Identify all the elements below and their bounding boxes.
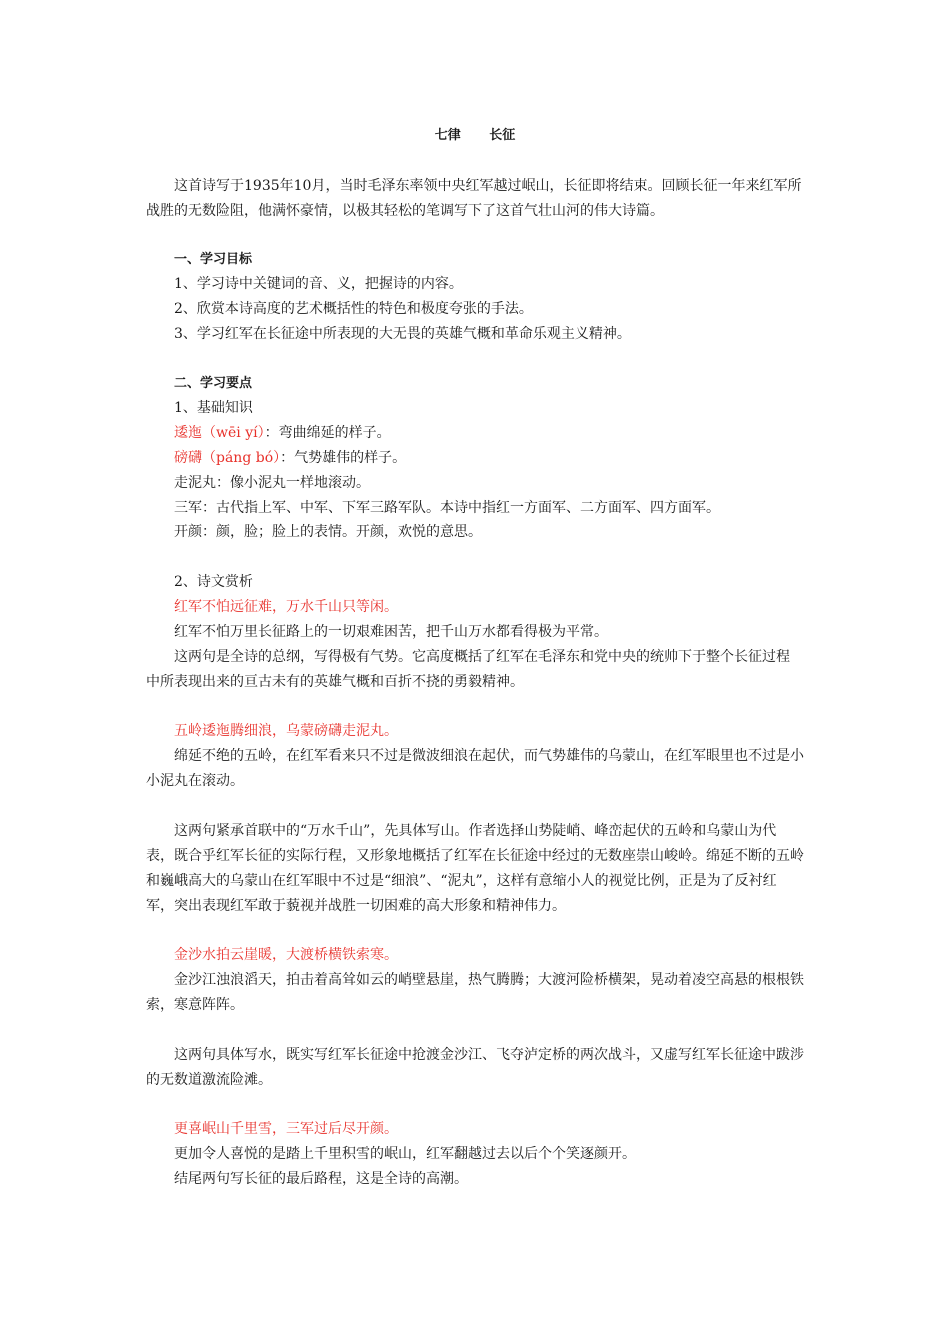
verse-analysis: 和巍峨高大的乌蒙山在红军眼中不过是“细浪”、“泥丸”，这样有意缩小人的视觉比例，正是为了反衬红 (146, 873, 777, 889)
intro-line: 这首诗写于1935年10月，当时毛泽东率领中央红军越过岷山，长征即将结束。回顾长征一年来红军所 (174, 178, 802, 194)
vocab-entry (0, 448, 950, 468)
verse-translation: 金沙江浊浪滔天，拍击着高耸如云的峭壁悬崖，热气腾腾；大渡河险桥横架，晃动着凌空高悬的根根铁 (174, 972, 804, 988)
verse-line: 五岭逶迤腾细浪，乌蒙磅礴走泥丸。 (174, 723, 398, 739)
vocab-term: 磅礴（páng bó） (174, 450, 281, 466)
note-entry: 开颜：颜，脸；脸上的表情。开颜，欢悦的意思。 (174, 524, 482, 540)
verse-analysis: 的无数道激流险滩。 (146, 1072, 272, 1088)
goal-item: 1、学习诗中关键词的音、义，把握诗的内容。 (174, 276, 463, 292)
verse-analysis: 中所表现出来的亘古未有的英雄气概和百折不挠的勇毅精神。 (146, 674, 524, 690)
verse-analysis: 结尾两句写长征的最后路程，这是全诗的高潮。 (174, 1171, 468, 1187)
vocab-term: 逶迤（wēi yí） (174, 425, 265, 441)
subsection-heading: 2、诗文赏析 (174, 574, 253, 590)
vocab-entry (0, 423, 950, 443)
goal-item: 3、学习红军在长征途中所表现的大无畏的英雄气概和革命乐观主义精神。 (174, 326, 631, 342)
page-title (0, 126, 950, 146)
verse-line: 红军不怕远征难，万水千山只等闲。 (174, 599, 398, 615)
vocab-definition: ：弯曲绵延的样子。 (264, 425, 391, 441)
section-heading: 二、学习要点 (174, 376, 253, 391)
vocab-definition: ：气势雄伟的样子。 (280, 450, 407, 466)
verse-translation: 更加令人喜悦的是踏上千里积雪的岷山，红军翻越过去以后个个笑逐颜开。 (174, 1146, 636, 1162)
verse-analysis: 军，突出表现红军敢于藐视并战胜一切困难的高大形象和精神伟力。 (146, 898, 566, 914)
verse-translation: 绵延不绝的五岭，在红军看来只不过是微波细浪在起伏，而气势雄伟的乌蒙山，在红军眼里也不过是小 (174, 748, 804, 764)
title-part2: 长征 (489, 128, 516, 143)
note-entry: 三军：古代指上军、中军、下军三路军队。本诗中指红一方面军、二方面军、四方面军。 (174, 500, 720, 516)
verse-analysis: 这两句具体写水，既实写红军长征途中抢渡金沙江、飞夺泸定桥的两次战斗，又虚写红军长征途中跋涉 (174, 1047, 804, 1063)
verse-analysis: 表，既合乎红军长征的实际行程，又形象地概括了红军在长征途中经过的无数座崇山峻岭。绵延不断的五岭 (146, 848, 804, 864)
section-heading: 一、学习目标 (174, 252, 253, 267)
subsection-heading: 1、基础知识 (174, 400, 253, 416)
verse-analysis: 这两句是全诗的总纲，写得极有气势。它高度概括了红军在毛泽东和党中央的统帅下于整个长征过程 (174, 649, 790, 665)
verse-line: 金沙水拍云崖暖，大渡桥横铁索寒。 (174, 947, 398, 963)
intro-line: 战胜的无数险阻，他满怀豪情，以极其轻松的笔调写下了这首气壮山河的伟大诗篇。 (146, 203, 664, 219)
verse-translation: 索，寒意阵阵。 (146, 997, 244, 1013)
note-entry: 走泥丸：像小泥丸一样地滚动。 (174, 475, 370, 491)
verse-analysis: 这两句紧承首联中的“万水千山”，先具体写山。作者选择山势陡峭、峰峦起伏的五岭和乌蒙山为代 (174, 823, 777, 839)
title-part1: 七律 (434, 128, 461, 143)
goal-item: 2、欣赏本诗高度的艺术概括性的特色和极度夸张的手法。 (174, 301, 533, 317)
verse-translation: 红军不怕万里长征路上的一切艰难困苦，把千山万水都看得极为平常。 (174, 624, 608, 640)
verse-translation: 小泥丸在滚动。 (146, 773, 244, 789)
verse-line: 更喜岷山千里雪，三军过后尽开颜。 (174, 1121, 398, 1137)
